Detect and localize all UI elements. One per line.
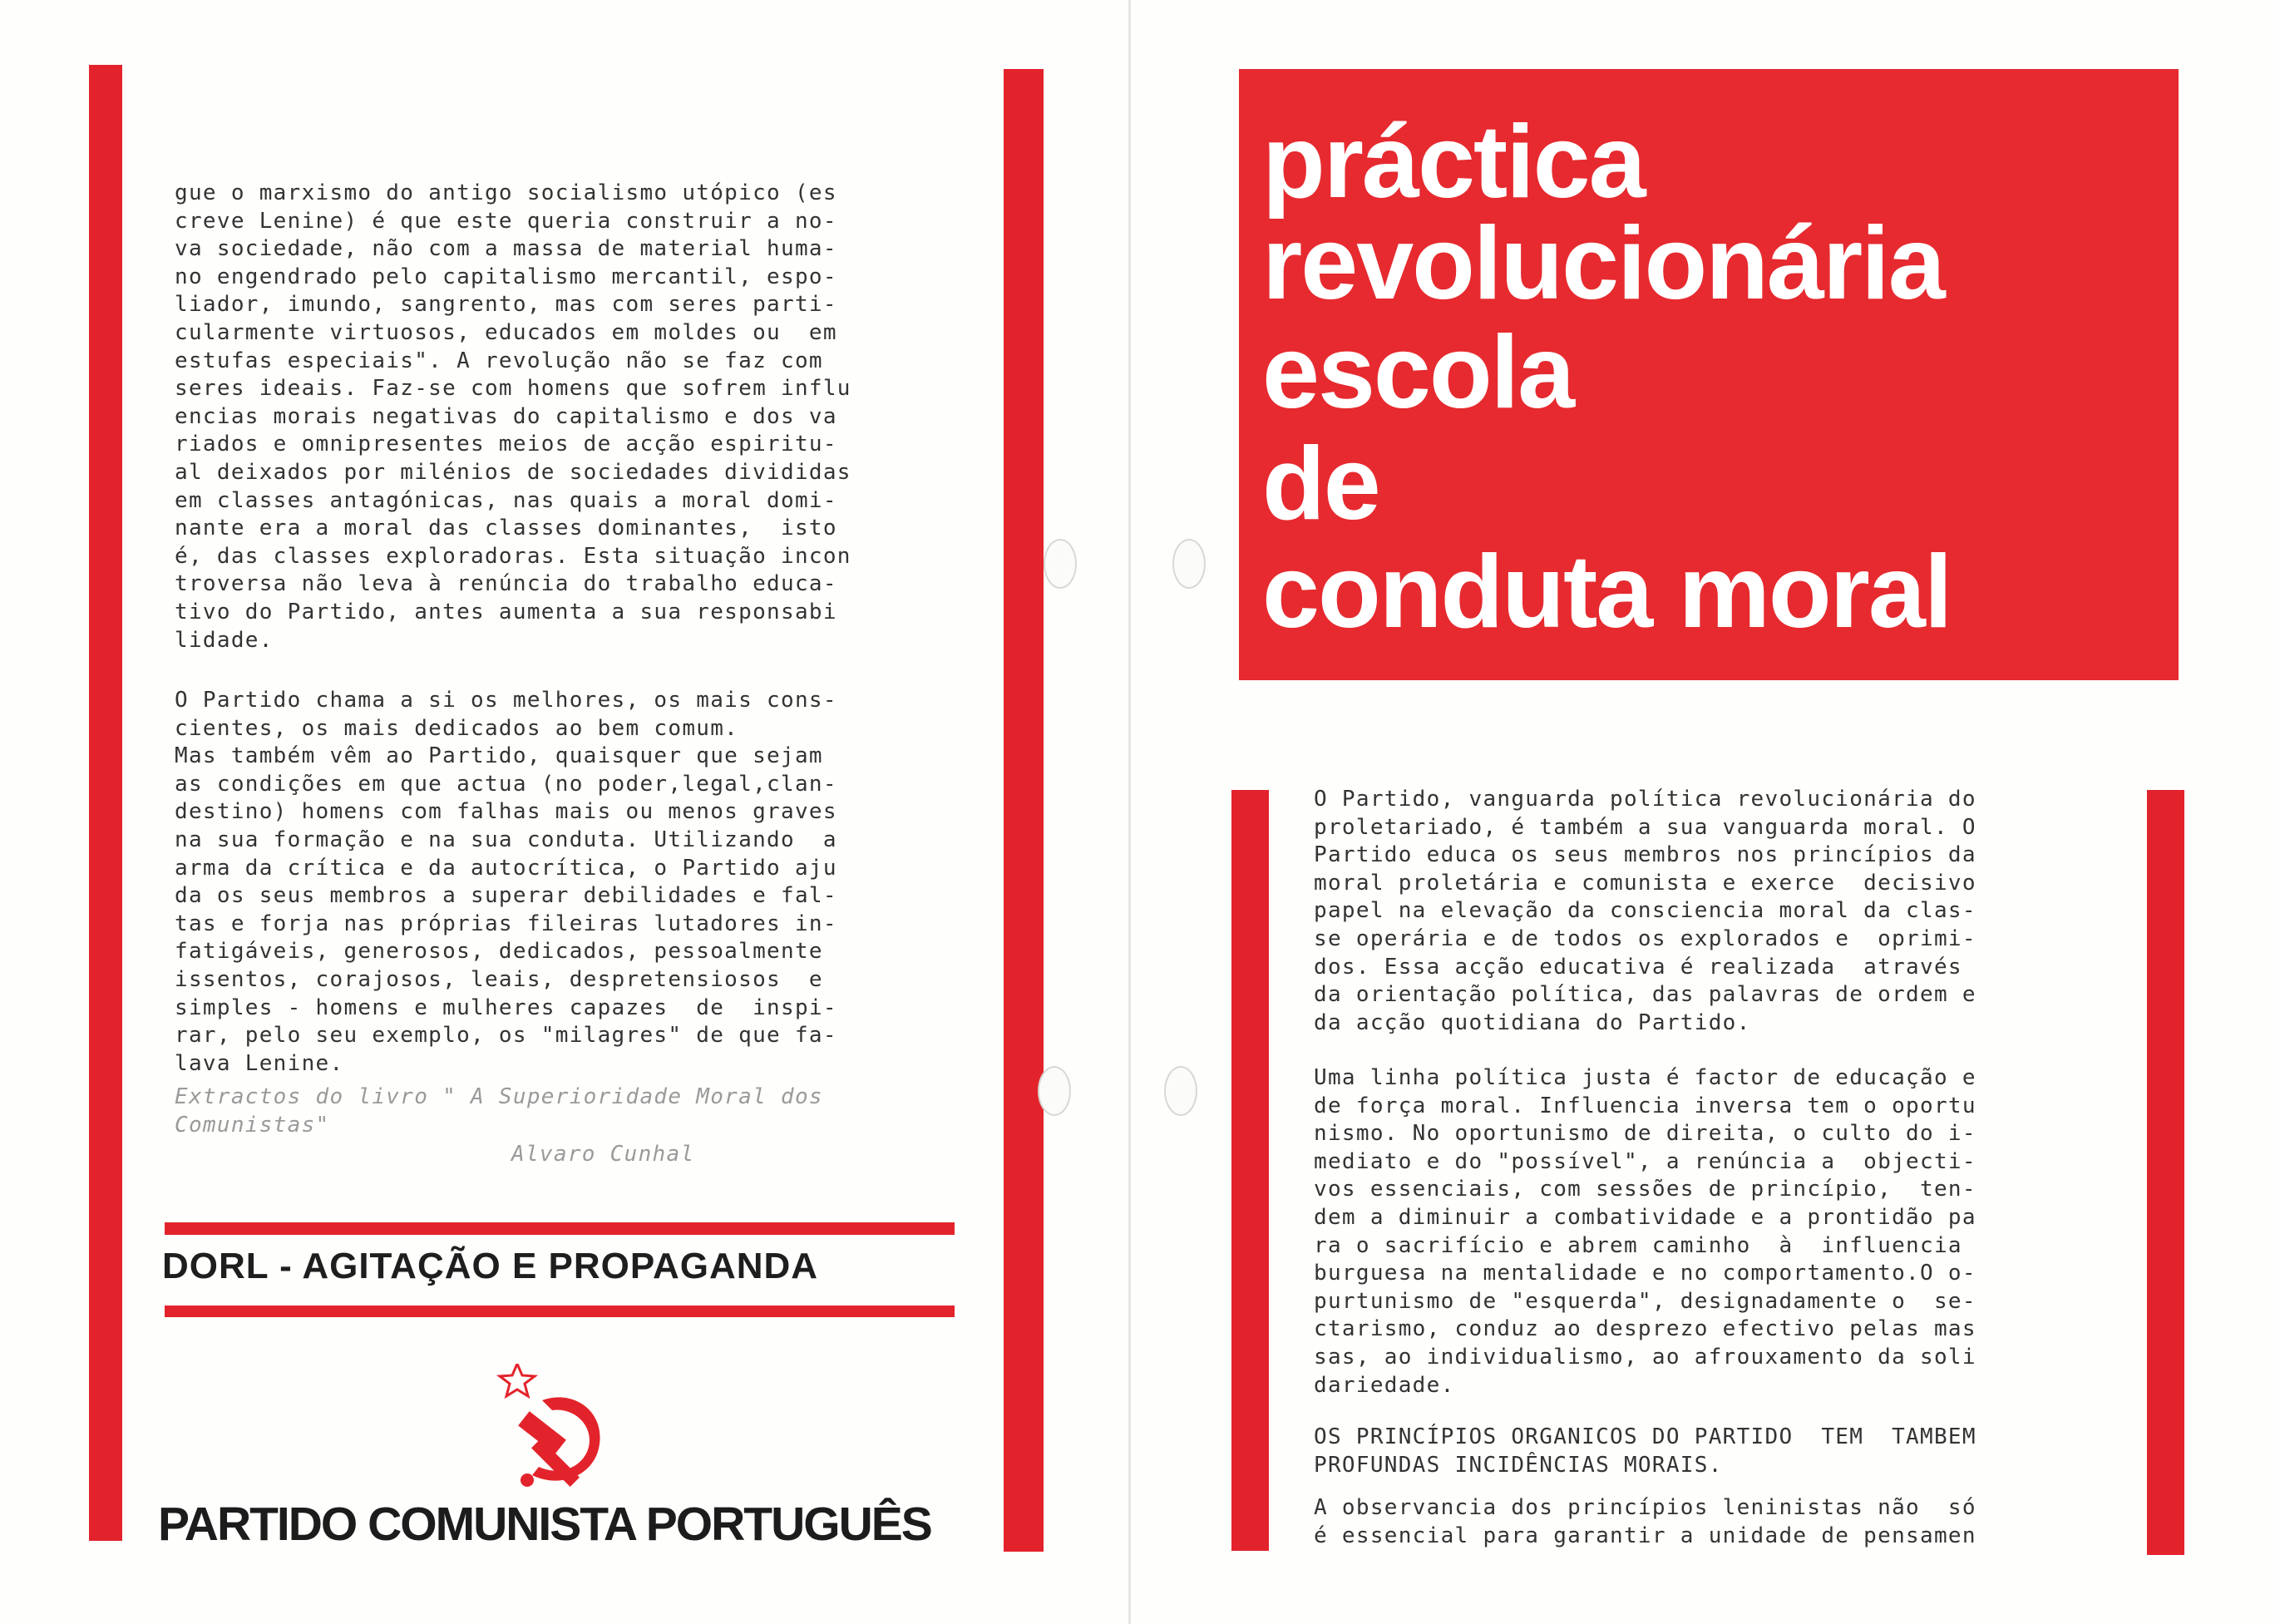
text-line: dos. Essa acção educativa é realizada através xyxy=(1314,954,1962,980)
text-line: mediato e do "possível", a renúncia a objecti- xyxy=(1314,1148,1976,1174)
text-line: Extractos do livro " A Superioridade Moral dos xyxy=(175,1084,823,1109)
right-paragraph-2 xyxy=(1314,1064,1976,1399)
left-page-right-bar xyxy=(1004,69,1044,1552)
text-line: va sociedade, não com a massa de material huma- xyxy=(175,236,837,262)
text-line: seres ideais. Faz-se com homens que sofrem influ xyxy=(175,376,851,402)
text-line: estufas especiais". A revolução não se faz com xyxy=(175,348,823,373)
text-line: burguesa na mentalidade e no comportamento.O o- xyxy=(1314,1261,1976,1286)
department-top-rule xyxy=(165,1222,955,1235)
text-line: purtunismo de "esquerda", designadamente o se- xyxy=(1314,1288,1976,1314)
right-page-right-bar xyxy=(2147,790,2184,1555)
text-line: destino) homens com falhas mais ou menos graves xyxy=(175,799,837,825)
binder-hole xyxy=(1172,539,1206,589)
text-line: as condições em que actua (no poder,legal,clan- xyxy=(175,771,837,797)
text-line: encias morais negativas do capitalismo e dos va xyxy=(175,403,837,429)
text-line: Comunistas" xyxy=(175,1112,330,1138)
text-line: da orientação política, das palavras de ordem e xyxy=(1314,982,1976,1008)
right-page-left-bar xyxy=(1231,790,1269,1551)
citation xyxy=(175,1083,823,1139)
text-line: O Partido, vanguarda política revolucionária do xyxy=(1314,787,1976,812)
text-line: OS PRINCÍPIOS ORGANICOS DO PARTIDO TEM TAMBEM xyxy=(1314,1424,1976,1449)
text-line: PROFUNDAS INCIDÊNCIAS MORAIS. xyxy=(1314,1452,1723,1478)
text-line: da acção quotidiana do Partido. xyxy=(1314,1009,1751,1035)
text-line: papel na elevação da consciencia moral da clas- xyxy=(1314,898,1976,924)
binder-hole xyxy=(1038,1066,1071,1116)
text-line: Partido educa os seus membros nos princípios da xyxy=(1314,842,1976,868)
title-line-4: de xyxy=(1262,427,1379,541)
title-line-5: conduta moral xyxy=(1262,535,1952,649)
text-line: dariedade. xyxy=(1314,1372,1455,1398)
text-line: simples - homens e mulheres capazes de inspi- xyxy=(175,995,837,1020)
text-line: Mas também vêm ao Partido, quaisquer que sejam xyxy=(175,743,823,769)
text-line: ctarismo, conduz ao desprezo efectivo pelas mas xyxy=(1314,1316,1976,1342)
text-line: tivo do Partido, antes aumenta a sua responsabi xyxy=(175,599,837,624)
text-line: dem a diminuir a combatividade e a prontidão pa xyxy=(1314,1204,1976,1230)
binder-hole xyxy=(1164,1066,1197,1116)
text-line: de força moral. Influencia inversa tem o oportu xyxy=(1314,1093,1976,1118)
text-line: é, das classes exploradoras. Esta situação incon xyxy=(175,543,851,569)
left-paragraph-1 xyxy=(175,180,851,654)
party-name: PARTIDO COMUNISTA PORTUGUÊS xyxy=(158,1498,931,1551)
right-paragraph-3 xyxy=(1314,1424,1976,1479)
text-line: no engendrado pelo capitalismo mercantil, espo- xyxy=(175,264,837,289)
text-line: moral proletária e comunista e exerce decisivo xyxy=(1314,870,1976,896)
title-line-3: escola xyxy=(1262,315,1574,430)
text-line: O Partido chama a si os melhores, os mais cons- xyxy=(175,688,837,713)
text-line: ra o sacrifício e abrem caminho à influencia xyxy=(1314,1232,1962,1258)
text-line: na sua formação e na sua conduta. Utilizando a xyxy=(175,827,837,852)
text-line: lava Lenine. xyxy=(175,1050,344,1076)
text-line: riados e omnipresentes meios de acção espiritu- xyxy=(175,432,837,457)
title-box xyxy=(1239,69,2179,680)
title-line-2: revolucionária xyxy=(1262,206,1944,321)
text-line: rar, pelo seu exemplo, os "milagres" de que fa- xyxy=(175,1023,837,1049)
text-line: lidade. xyxy=(175,627,274,653)
text-line: creve Lenine) é que este queria construir a no- xyxy=(175,208,837,234)
department-bottom-rule xyxy=(165,1306,955,1317)
text-line: cientes, os mais dedicados ao bem comum. xyxy=(175,715,739,741)
text-line: issentos, corajosos, leais, despretensiosos e xyxy=(175,966,823,992)
text-line: A observancia dos princípios leninistas não só xyxy=(1314,1495,1976,1520)
text-line: nante era a moral das classes dominantes, isto xyxy=(175,516,837,541)
department-label: DORL - AGITAÇÃO E PROPAGANDA xyxy=(162,1246,819,1286)
text-line: em classes antagónicas, nas quais a moral domi- xyxy=(175,487,837,513)
text-line: Uma linha política justa é factor de educação e xyxy=(1314,1065,1976,1090)
text-line: se operária e de todos os explorados e oprimi- xyxy=(1314,926,1976,951)
text-line: liador, imundo, sangrento, mas com seres parti- xyxy=(175,292,837,318)
text-line: fatigáveis, generosos, dedicados, pessoalmente xyxy=(175,939,823,965)
text-line: proletariado, é também a sua vanguarda moral. O xyxy=(1314,814,1976,840)
binder-hole xyxy=(1044,539,1077,589)
text-line: troversa não leva à renúncia do trabalho educa- xyxy=(175,571,837,597)
text-line: arma da crítica e da autocrítica, o Partido aju xyxy=(175,855,837,881)
text-line: da os seus membros a superar debilidades e fal- xyxy=(175,883,837,909)
text-line: nismo. No oportunismo de direita, o culto do i- xyxy=(1314,1121,1976,1147)
hammer-and-sickle-icon xyxy=(491,1364,624,1497)
page-fold xyxy=(1128,0,1131,1624)
text-line: al deixados por milénios de sociedades divididas xyxy=(175,459,851,485)
text-line: é essencial para garantir a unidade de pensamen xyxy=(1314,1523,1976,1548)
star-icon xyxy=(500,1364,535,1396)
right-paragraph-4 xyxy=(1314,1494,1976,1550)
right-paragraph-1 xyxy=(1314,786,1976,1037)
author-signature: Alvaro Cunhal xyxy=(511,1142,695,1167)
title-line-1: práctica xyxy=(1262,105,1645,220)
text-line: tas e forja nas próprias fileiras lutadores in- xyxy=(175,911,837,936)
text-line: cularmente virtuosos, educados em moldes ou em xyxy=(175,319,837,345)
text-line: gue o marxismo do antigo socialismo utópico (es xyxy=(175,180,837,205)
left-paragraph-2 xyxy=(175,687,837,1078)
text-line: vos essenciais, com sessões de princípio, ten- xyxy=(1314,1177,1976,1202)
left-margin-bar xyxy=(89,65,122,1541)
text-line: sas, ao individualismo, ao afrouxamento da soli xyxy=(1314,1344,1976,1370)
